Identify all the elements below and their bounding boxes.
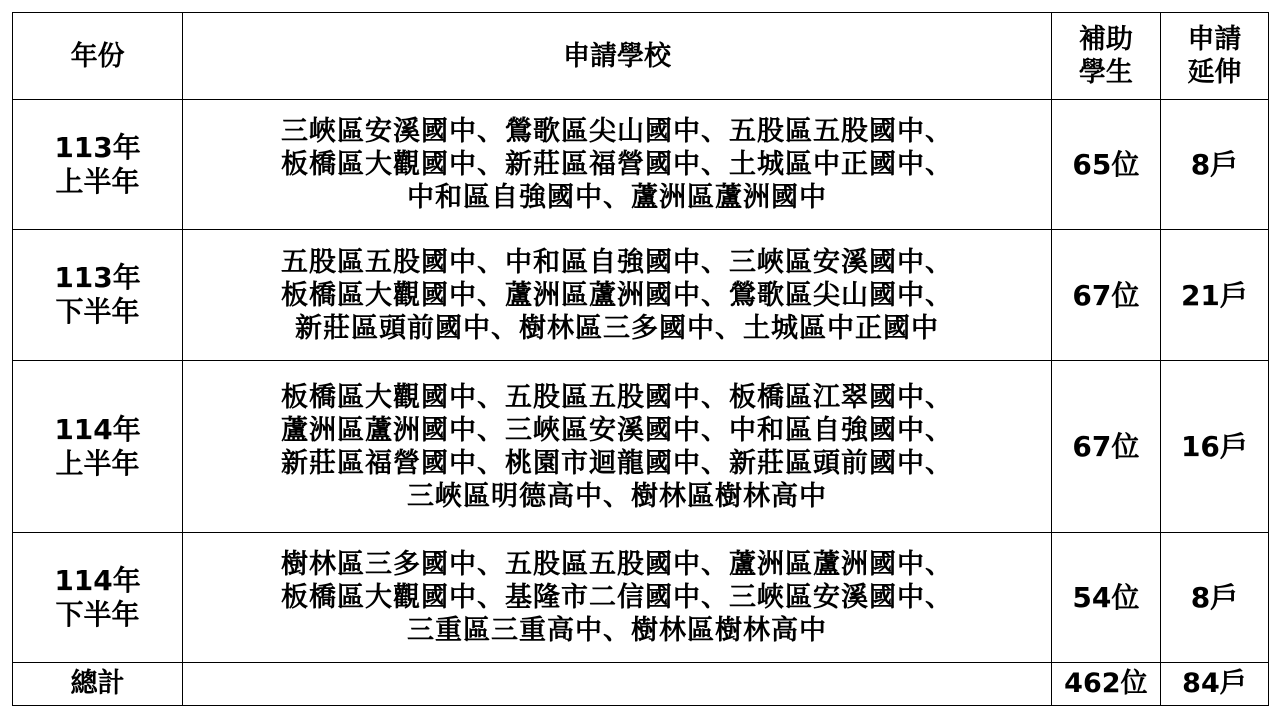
year-cell (13, 533, 183, 663)
schools-cell (183, 533, 1052, 663)
header-schools: 申請學校 (183, 13, 1052, 100)
header-extension (1160, 13, 1268, 100)
school-line: 三峽區安溪國中、鶯歌區尖山國中、五股區五股國中、 (280, 116, 953, 147)
school-line: 板橋區大觀國中、新莊區福營國中、土城區中正國中、 (280, 149, 953, 180)
header-students-line: 學生 (1078, 57, 1133, 88)
school-line: 新莊區福營國中、桃園市迴龍國中、新莊區頭前國中、 (280, 447, 953, 479)
extension-cell: 8戶 (1160, 100, 1268, 230)
total-students: 462位 (1051, 663, 1160, 706)
students-cell: 67位 (1051, 361, 1160, 533)
school-line: 樹林區三多國中、五股區五股國中、蘆洲區蘆洲國中、 (280, 549, 953, 580)
total-schools-cell (183, 663, 1052, 706)
header-extension-line: 延伸 (1187, 57, 1242, 88)
total-extension: 84戶 (1160, 663, 1268, 706)
table-row (13, 100, 1269, 230)
year-line: 上半年 (55, 446, 140, 480)
schools-cell (183, 100, 1052, 230)
school-line: 三重區三重高中、樹林區樹林高中 (406, 615, 827, 646)
schools-cell (183, 230, 1052, 361)
total-label: 總計 (13, 663, 183, 706)
total-row (13, 663, 1269, 706)
year-line: 113年 (54, 261, 141, 294)
year-cell (13, 230, 183, 361)
school-line: 板橋區大觀國中、基隆市二信國中、三峽區安溪國中、 (280, 582, 953, 613)
students-cell: 54位 (1051, 533, 1160, 663)
header-year: 年份 (13, 13, 183, 100)
year-line: 上半年 (55, 164, 140, 198)
school-line: 中和區自強國中、蘆洲區蘆洲國中 (406, 182, 827, 213)
students-cell: 67位 (1051, 230, 1160, 361)
year-line: 下半年 (55, 295, 140, 328)
table-row (13, 230, 1269, 361)
header-row (13, 13, 1269, 100)
year-line: 113年 (54, 130, 141, 164)
school-line: 蘆洲區蘆洲國中、三峽區安溪國中、中和區自強國中、 (280, 414, 953, 446)
year-line: 114年 (54, 412, 141, 446)
page (12, 12, 1269, 706)
school-line: 新莊區頭前國中、樹林區三多國中、土城區中正國中 (294, 312, 939, 344)
header-extension-line: 申請 (1187, 24, 1242, 55)
schools-cell (183, 361, 1052, 533)
school-line: 板橋區大觀國中、五股區五股國中、板橋區江翠國中、 (280, 381, 953, 413)
subsidy-table (12, 12, 1269, 706)
school-line: 板橋區大觀國中、蘆洲區蘆洲國中、鶯歌區尖山國中、 (280, 279, 953, 311)
header-students-line: 補助 (1078, 24, 1133, 55)
year-cell (13, 100, 183, 230)
extension-cell: 21戶 (1160, 230, 1268, 361)
school-line: 五股區五股國中、中和區自強國中、三峽區安溪國中、 (280, 246, 953, 278)
header-students (1051, 13, 1160, 100)
extension-cell: 8戶 (1160, 533, 1268, 663)
year-cell (13, 361, 183, 533)
students-cell: 65位 (1051, 100, 1160, 230)
year-line: 下半年 (55, 597, 140, 631)
table-row (13, 533, 1269, 663)
extension-cell: 16戶 (1160, 361, 1268, 533)
table-row (13, 361, 1269, 533)
school-line: 三峽區明德高中、樹林區樹林高中 (406, 480, 827, 512)
year-line: 114年 (54, 563, 141, 597)
